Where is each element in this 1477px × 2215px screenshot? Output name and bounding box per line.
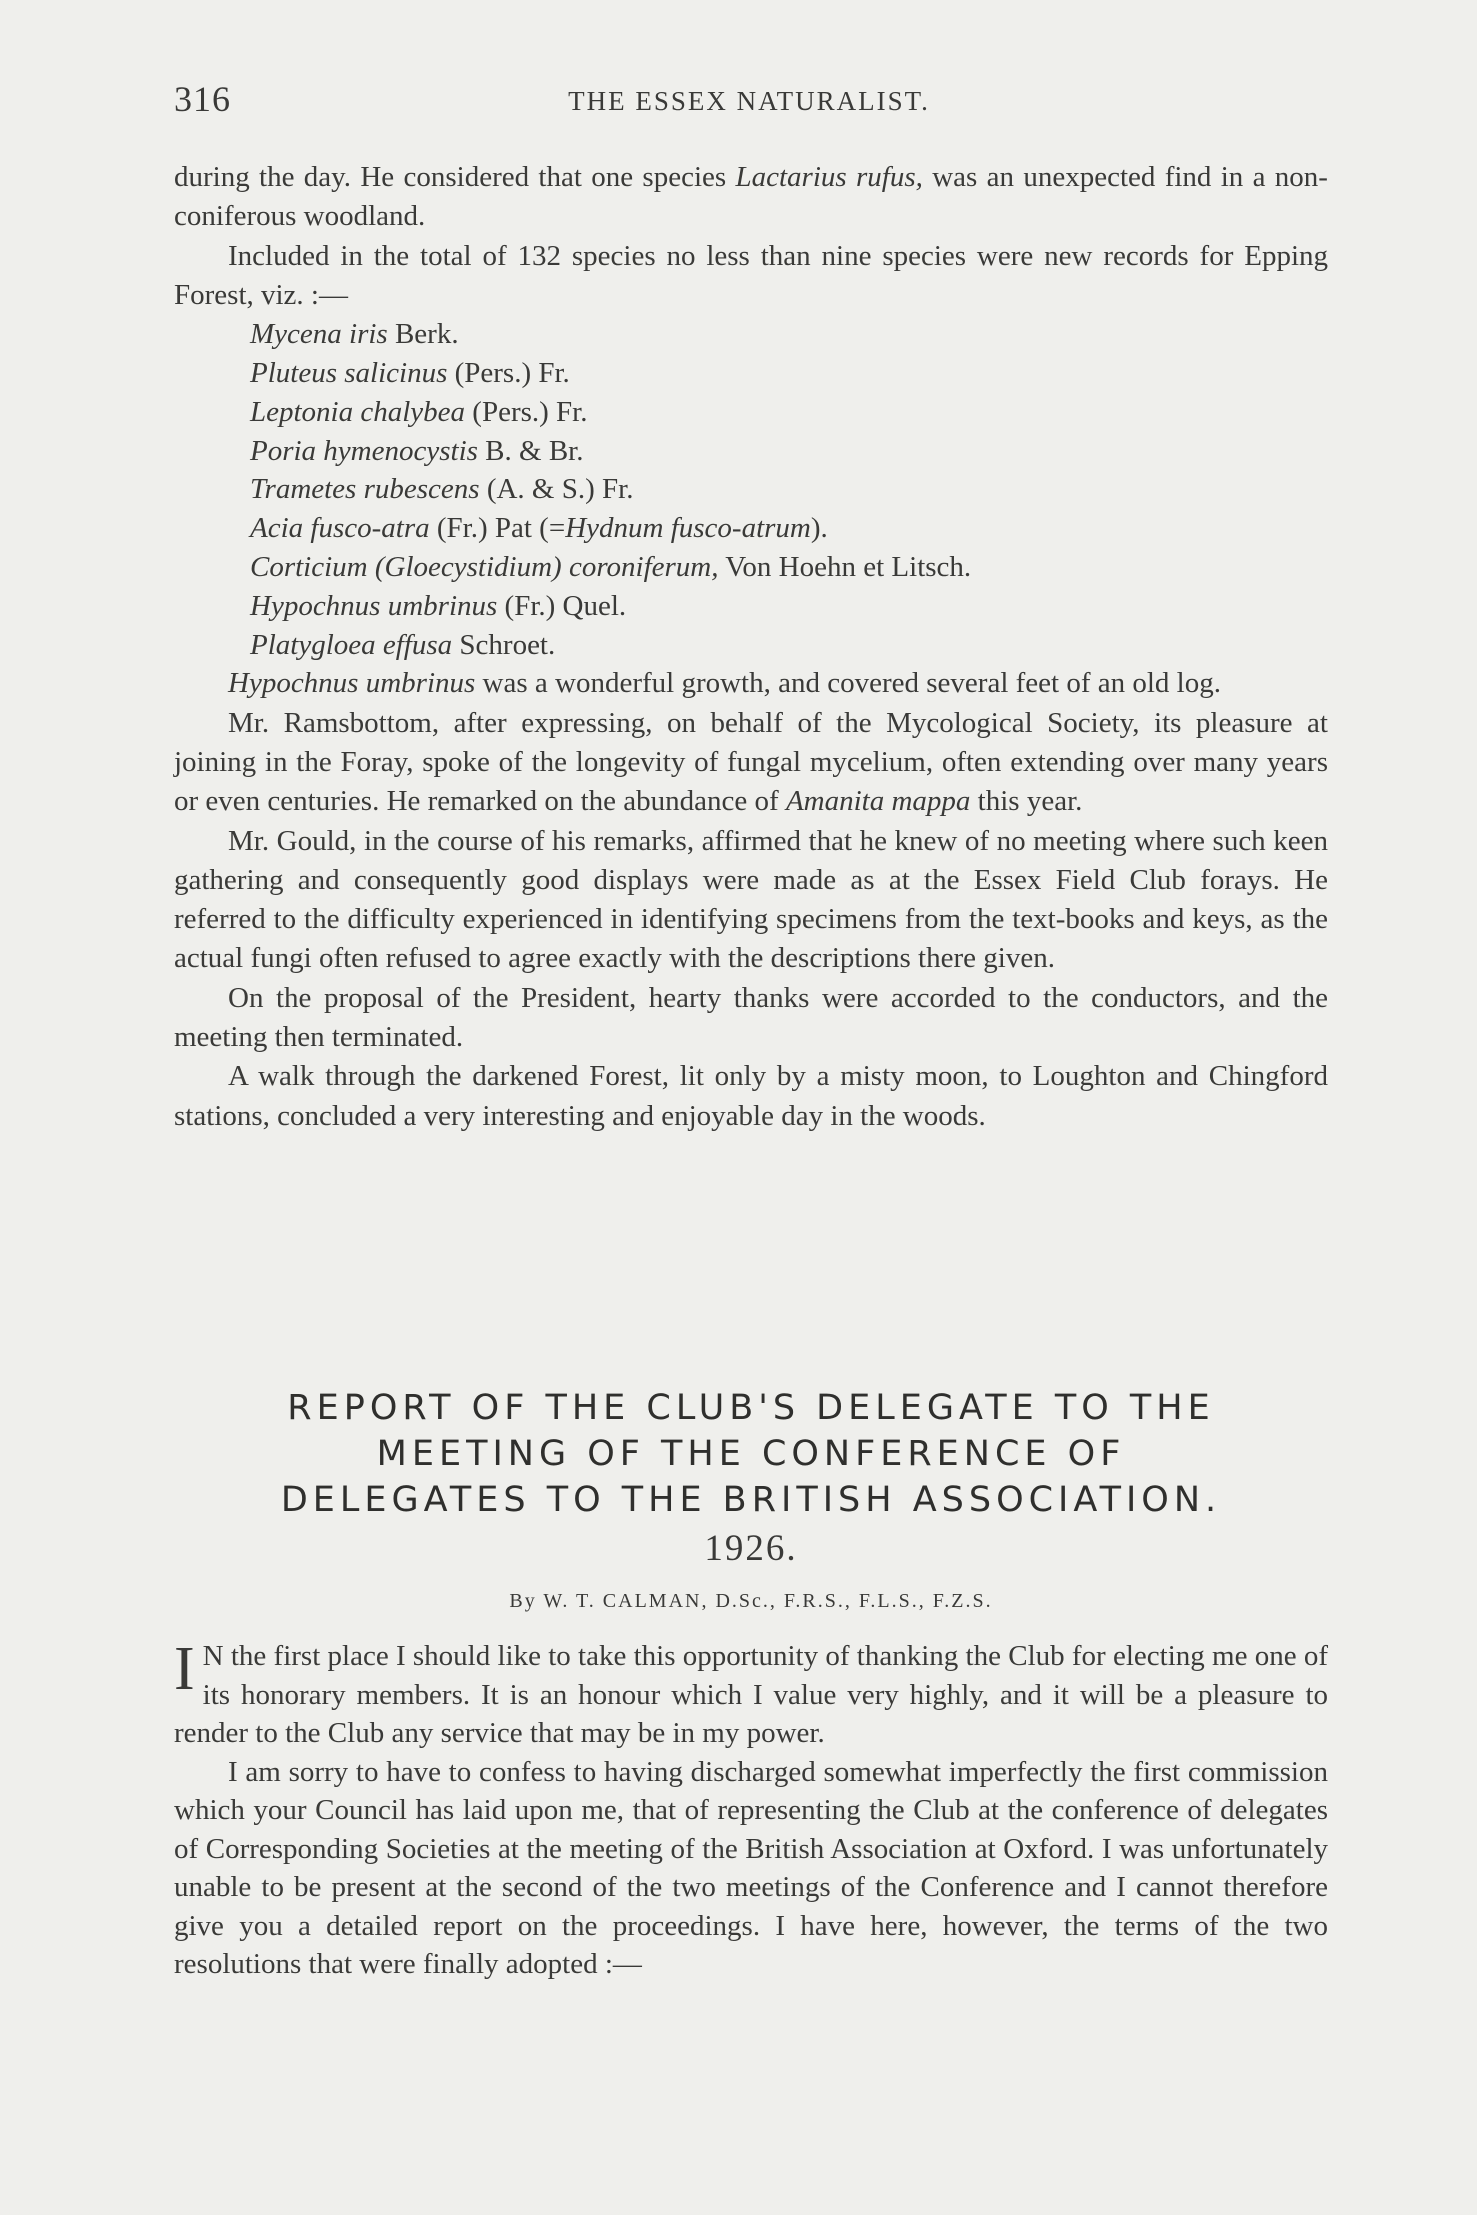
paragraph-new-records: Included in the total of 132 species no less than nine species were new records for Epping Forest, viz. :— <box>174 239 1328 311</box>
report-body <box>174 1637 1328 1984</box>
paragraph-confession: I am sorry to have to confess to having discharged somewhat imperfectly the first commission which your Council has laid upon me, that of representing the Club at the conference of delegates of Corresponding Societies at the meeting of the British Association at Oxford. I was unfortunately unable to be present at the second of the two meetings of the Conference and I cannot therefore give you a detailed report on the proceedings. I have here, however, the terms of the two resolutions that were finally adopted :— <box>174 1755 1328 1980</box>
report-year: 1926. <box>704 1528 798 1569</box>
species-item: Poria hymenocystis B. & Br. <box>250 434 584 467</box>
paragraph-walk: A walk through the darkened Forest, lit only by a misty moon, to Loughton and Chingford stations, concluded a very interesting and enjoyable day in the woods. <box>174 1060 1328 1132</box>
species-list <box>174 315 1328 664</box>
journal-title: THE ESSEX NATURALIST. <box>568 86 930 116</box>
species-name: Lactarius rufus, <box>735 161 923 193</box>
running-head <box>174 78 1324 128</box>
species-item: Leptonia chalybea (Pers.) Fr. <box>250 395 588 428</box>
author-byline: By W. T. CALMAN, D.Sc., F.R.S., F.L.S., F.Z.S. <box>509 1590 993 1612</box>
foray-report-text <box>174 158 1328 1136</box>
species-item: Hypochnus umbrinus (Fr.) Quel. <box>250 589 627 622</box>
species-item: Corticium (Gloecystidium) coroniferum, Von Hoehn et Litsch. <box>250 550 972 583</box>
species-item: Platygloea effusa Schroet. <box>250 628 556 661</box>
paragraph-proposal: On the proposal of the President, hearty thanks were accorded to the conductors, and the meeting then terminated. <box>174 981 1328 1054</box>
drop-cap: I <box>174 1635 195 1703</box>
paragraph-opening: I N the first place I should like to take this opportunity of thanking the Club for electing me one of its honorary members. It is an honour which I value very highly, and it will be a pleasure to render to the Club any service that may be in my power. <box>174 1635 1328 1749</box>
delegate-report <box>174 1385 1328 1984</box>
paragraph-ramsbottom: Mr. Ramsbottom, after expressing, on behalf of the Mycological Society, its pleasure at joining in the Foray, spoke of the longevity of fungal mycelium, often extending over many years or even centuries. He remarked on the abundance of Amanita mappa this year. <box>174 706 1328 818</box>
species-item: Trametes rubescens (A. & S.) Fr. <box>250 473 634 506</box>
species-item: Pluteus salicinus (Pers.) Fr. <box>250 356 570 389</box>
paragraph-lactarius: during the day. He considered that one species Lactarius rufus, was an unexpected find in a non-coniferous woodland. <box>174 161 1328 233</box>
page-number: 316 <box>174 79 231 119</box>
paragraph-gould: Mr. Gould, in the course of his remarks, affirmed that he knew of no meeting where such keen gathering and consequently good displays were made as at the Essex Field Club forays. He referred to the difficulty experienced in identifying specimens from the text-books and keys, as the actual fungi often refused to agree exactly with the descriptions there given. <box>174 824 1328 975</box>
report-title: REPORT OF THE CLUB'S DELEGATE TO THE MEETING OF THE CONFERENCE OF DELEGATES TO THE BRITISH ASSOCIATION. <box>280 1388 1222 1520</box>
species-item: Acia fusco-atra (Fr.) Pat (=Hydnum fusco-atrum). <box>250 512 828 545</box>
species-item: Mycena iris Berk. <box>250 318 459 351</box>
paragraph-hypochnus: Hypochnus umbrinus was a wonderful growth, and covered several feet of an old log. <box>228 667 1221 700</box>
